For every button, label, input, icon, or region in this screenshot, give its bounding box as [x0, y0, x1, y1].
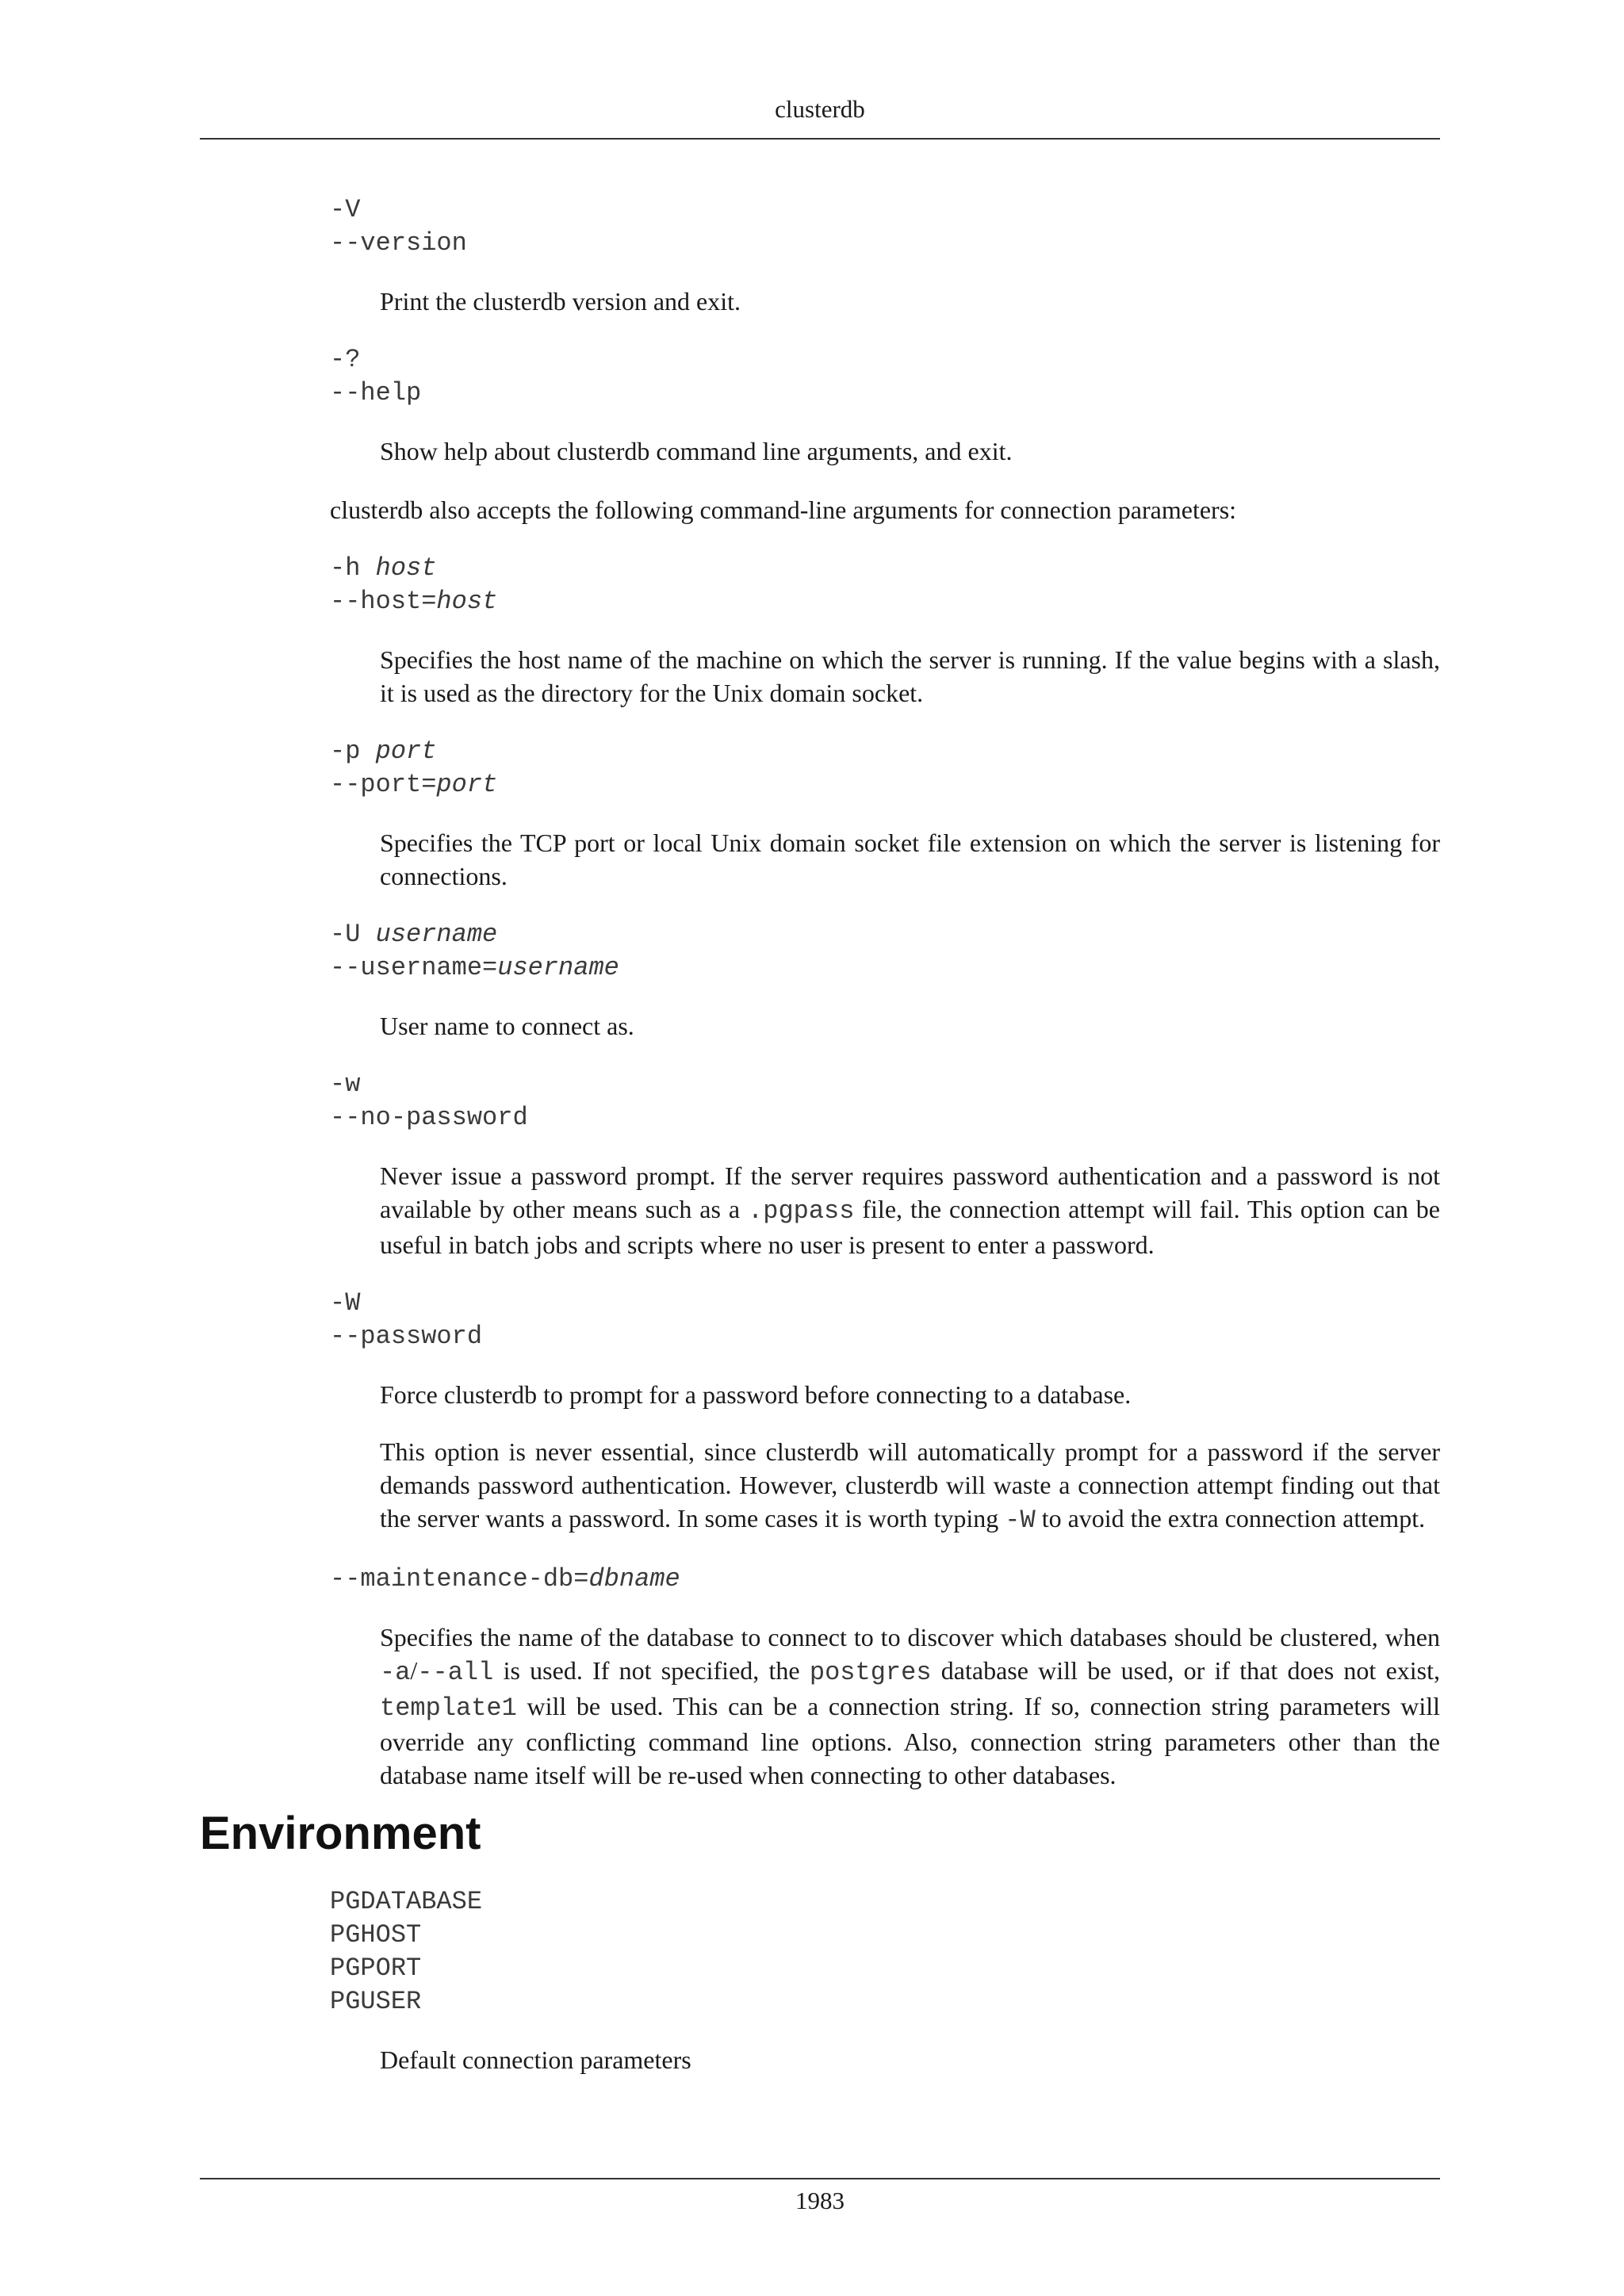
env-var: PGDATABASE [330, 1887, 483, 1916]
page-content [200, 193, 1440, 2076]
section-title-environment: Environment [200, 1808, 481, 1859]
option-description-host: Specifies the host name of the machine on which the server is running. If the value begins with a slash, it is used as the directory for the Unix domain socket. [380, 645, 1440, 707]
env-var: PGUSER [330, 1987, 422, 2016]
option-description-password-note [380, 1435, 1440, 1537]
option-arg: host [436, 587, 498, 616]
option-description: Print the clusterdb version and exit. [380, 287, 741, 316]
connection-intro: clusterdb also accepts the following command-line arguments for connection parameters: [330, 496, 1237, 524]
option-flag: --host= [330, 587, 437, 616]
option-term-username-short [330, 918, 1440, 951]
inline-code: template1 [380, 1693, 517, 1723]
inline-code: -a [380, 1658, 411, 1687]
env-var: PGHOST [330, 1920, 422, 1950]
option-arg: dbname [588, 1564, 680, 1594]
option-arg: host [375, 553, 437, 583]
option-term-password-long: --password [330, 1322, 483, 1351]
option-flag: -U [330, 920, 376, 949]
option-arg: username [375, 920, 498, 949]
option-description-port: Specifies the TCP port or local Unix domain socket file extension on which the server is listening for connections. [380, 828, 1440, 890]
text-run: to avoid the extra connection attempt. [1035, 1504, 1426, 1533]
env-var: PGPORT [330, 1954, 422, 1983]
option-term-short: -? [330, 345, 361, 374]
option-flag: --maintenance-db= [330, 1564, 589, 1594]
option-term-short: -V [330, 195, 361, 224]
running-header: clusterdb [775, 95, 865, 123]
text-run: file, the connection attempt will fail. This option can be useful in batch jobs and scripts where no user is present to enter a password. [380, 1195, 1441, 1259]
text-run: Never issue a password prompt. If the server requires password authentication and a password is not available by other means such as a [380, 1161, 1440, 1223]
text-run: will be used. This can be a connection string. If so, connection string parameters will override any conflicting command line options. Also, connection string parameters other than the database name itself will be re-used when connecting to other databases. [380, 1692, 1440, 1789]
option-term-port-long [330, 768, 1440, 802]
option-term-port-short [330, 735, 1440, 768]
text-run: This option is never essential, since clusterdb will automatically prompt for a password if the server demands password authentication. However, clusterdb will waste a connection attempt finding out that the server wants a password. In some cases it is worth typing [380, 1437, 1440, 1533]
option-term-host-long [330, 585, 1440, 618]
option-description: Show help about clusterdb command line arguments, and exit. [380, 437, 1013, 465]
option-term-host-short [330, 552, 1440, 585]
option-description-no-password [380, 1159, 1440, 1261]
option-term-long: --help [330, 378, 422, 408]
option-flag: --username= [330, 953, 498, 982]
option-flag: -p [330, 737, 376, 766]
text-run: is used. If not specified, the [493, 1656, 810, 1685]
option-description-username: User name to connect as. [380, 1012, 634, 1040]
option-term-no-password-short: -w [330, 1070, 361, 1099]
option-description-password: Force clusterdb to prompt for a password before connecting to a database. [380, 1380, 1132, 1409]
text-run: database will be used, or if that does not exist, [931, 1656, 1441, 1685]
option-arg: port [436, 770, 498, 799]
inline-code: postgres [809, 1658, 932, 1687]
option-term-no-password-long: --no-password [330, 1103, 528, 1132]
option-term-maintenance-db [330, 1563, 1440, 1596]
option-arg: username [497, 953, 619, 982]
inline-code: --all [417, 1658, 494, 1687]
footer-rule [200, 2178, 1440, 2179]
option-description-maintenance-db [380, 1621, 1440, 1792]
option-term-long: --version [330, 228, 467, 258]
option-arg: port [375, 737, 437, 766]
option-flag: --port= [330, 770, 437, 799]
header-rule [200, 138, 1440, 140]
text-run: / [410, 1656, 418, 1685]
option-term-username-long [330, 951, 1440, 985]
page-number: 1983 [795, 2187, 845, 2214]
inline-code: .pgpass [748, 1196, 855, 1226]
env-description: Default connection parameters [380, 2045, 691, 2074]
inline-code: -W [1005, 1506, 1036, 1535]
option-flag: -h [330, 553, 376, 583]
option-term-password-short: -W [330, 1288, 361, 1318]
text-run: Specifies the name of the database to connect to to discover which databases should be clustered, when [380, 1623, 1440, 1651]
